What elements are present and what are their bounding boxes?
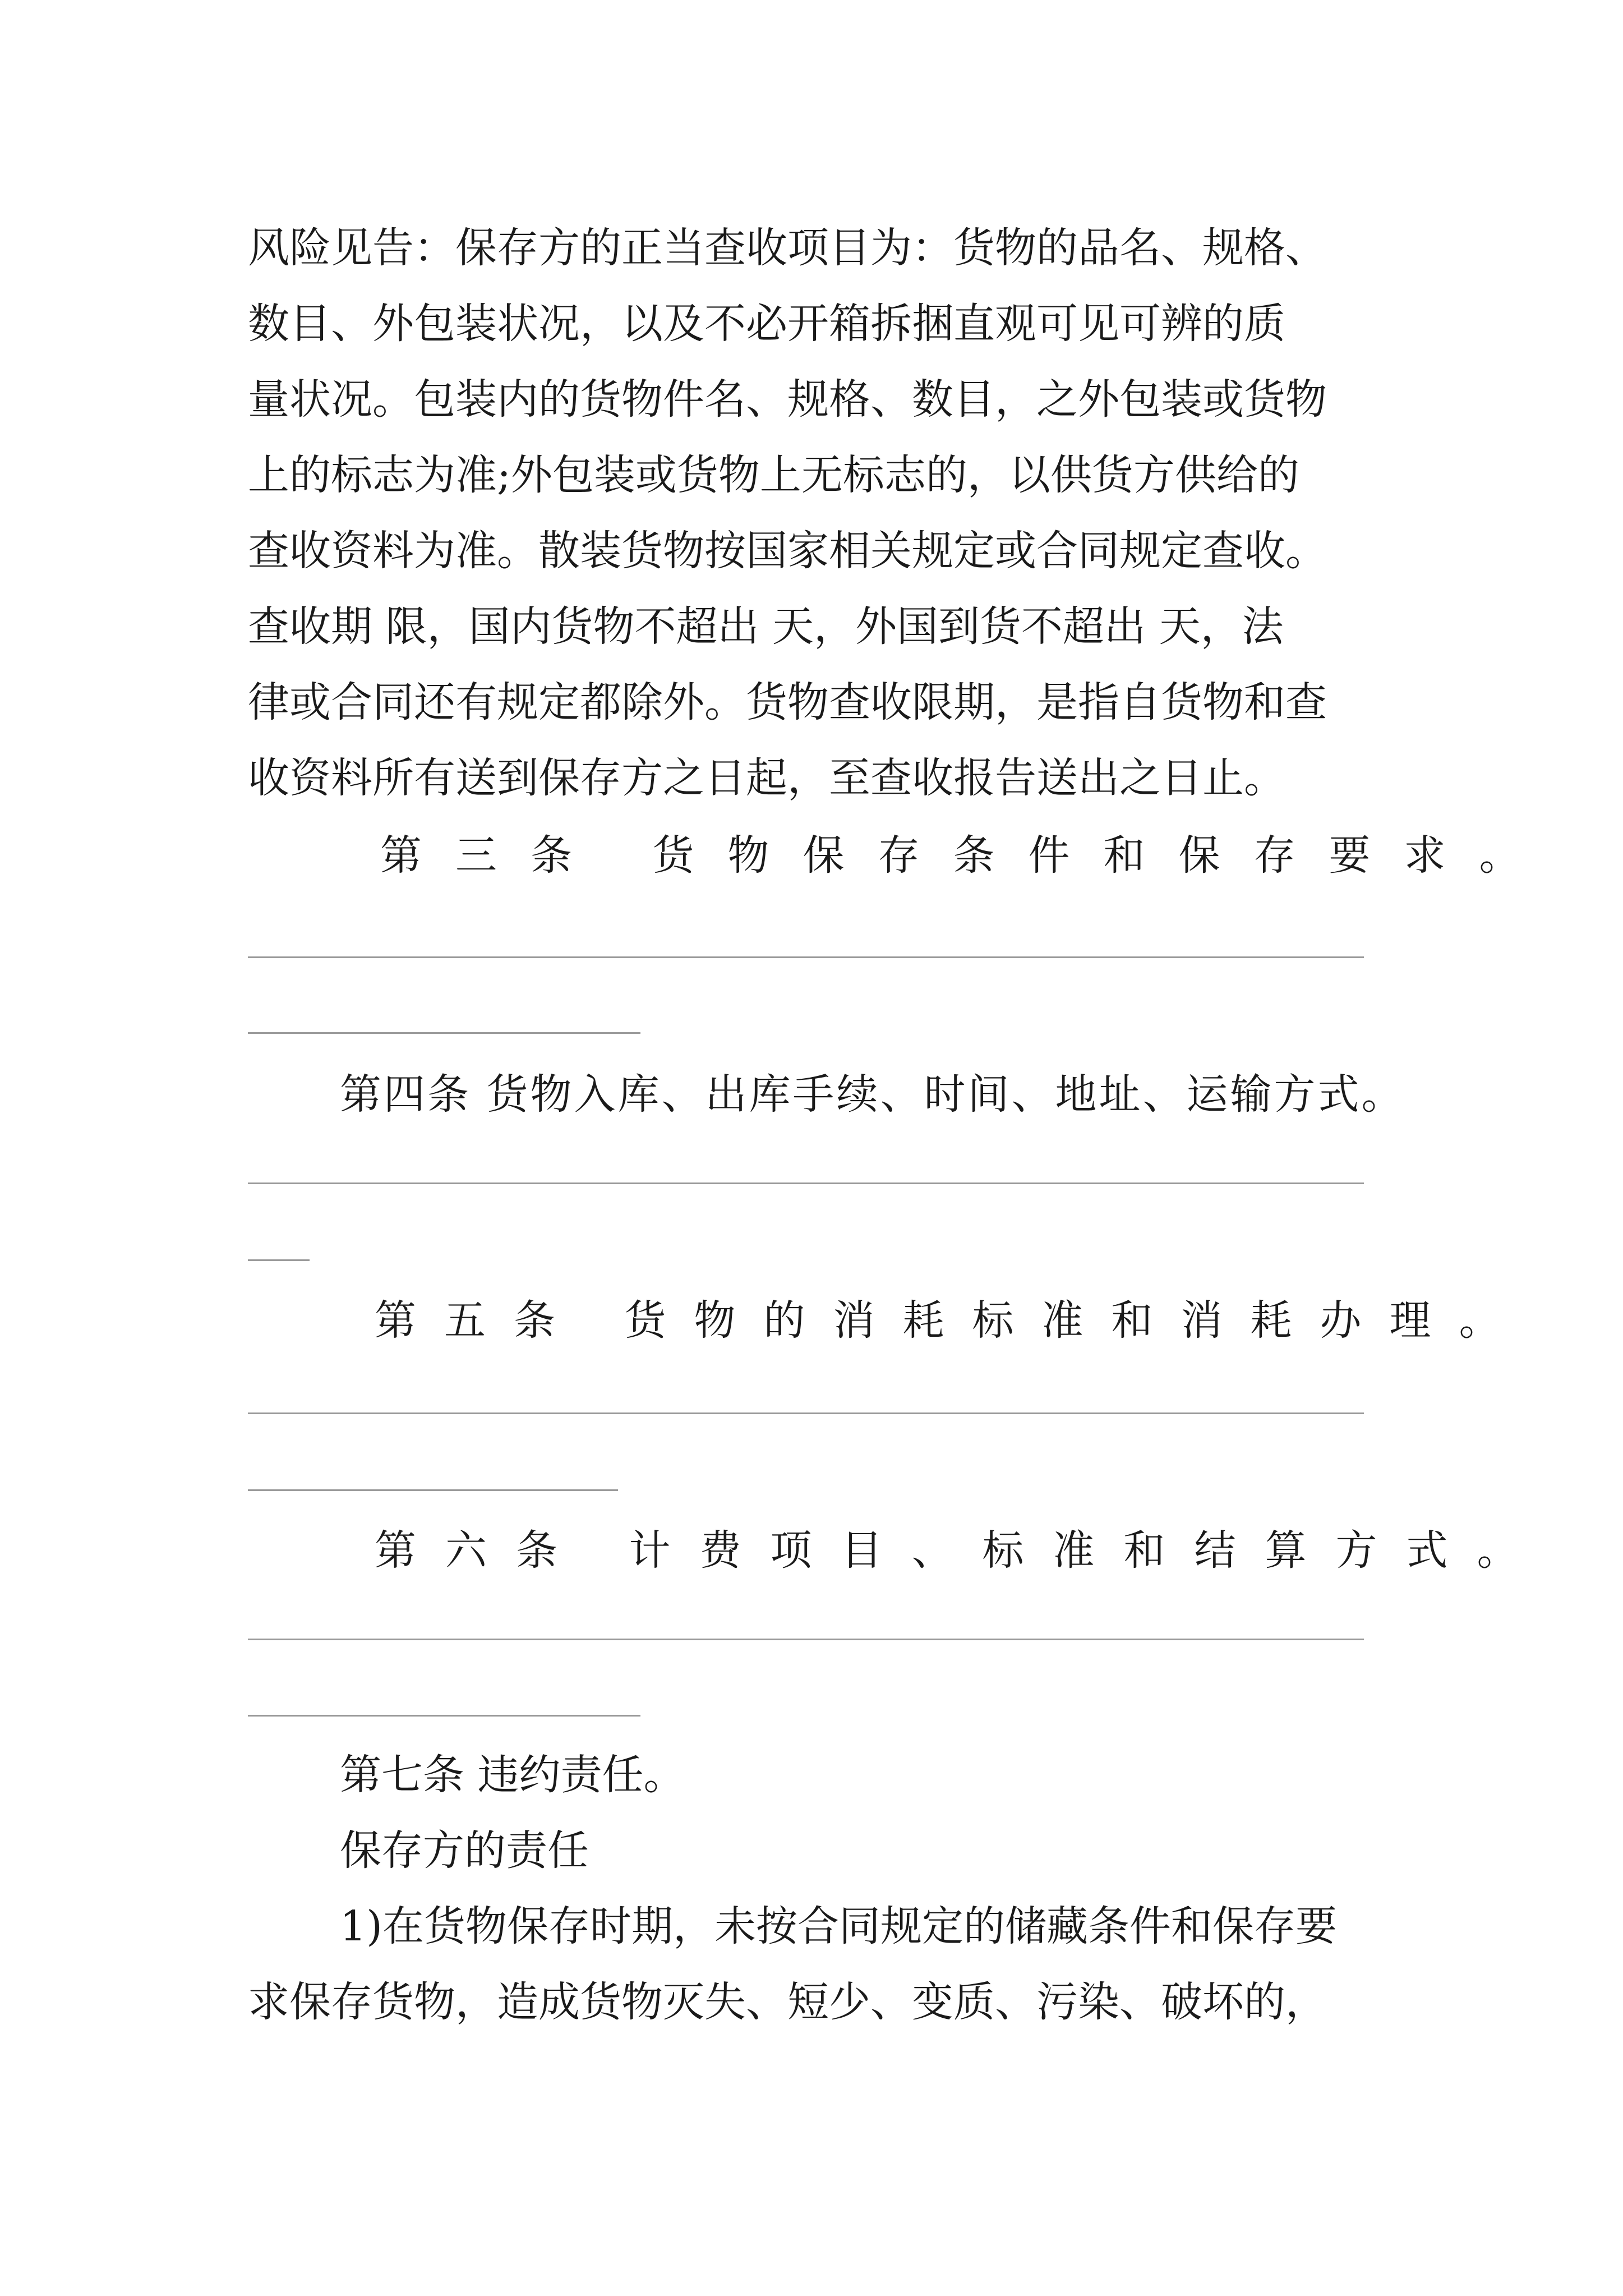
risk-paragraph-line-2: 数目、外包装状况，以及不必开箱拆捆直观可见可辨的质 <box>248 300 1285 348</box>
risk-paragraph-line-8: 收资料所有送到保存方之日起，至查收报告送出之日止。 <box>248 754 1285 802</box>
blank-line-rule <box>248 1412 1364 1414</box>
article-6-heading: 第六条 计费项目、标准和结算方式。 <box>375 1526 1548 1575</box>
article-7-heading: 第七条 违约责任。 <box>340 1751 685 1799</box>
blank-line-rule <box>248 956 1364 958</box>
item-1-line-2: 求保存货物，造成货物灭失、短少、变质、污染、破坏的， <box>248 1978 1327 2026</box>
risk-paragraph-line-5: 查收资料为准。散装货物按国家相关规定或合同规定查收。 <box>248 527 1327 575</box>
blank-line-rule <box>248 1639 1364 1640</box>
blank-line-rule <box>248 1489 618 1491</box>
depositary-duty-heading: 保存方的责任 <box>340 1826 589 1875</box>
blank-line-rule <box>248 1715 640 1717</box>
item-1-line-1: 1)在货物保存时期，未按合同规定的储藏条件和保存要 <box>340 1902 1337 1950</box>
risk-paragraph-line-3: 量状况。包装内的货物件名、规格、数目，之外包装或货物 <box>248 375 1327 424</box>
risk-paragraph-line-1: 风险见告：保存方的正当查收项目为：货物的品名、规格、 <box>248 224 1327 272</box>
article-3-heading: 第三条 货物保存条件和保存要求。 <box>380 831 1555 880</box>
blank-line-rule <box>248 1032 640 1034</box>
risk-paragraph-line-6: 查收期 限，国内货物不超出 天，外国到货不超出 天，法 <box>248 602 1284 651</box>
blank-line-rule <box>248 1259 310 1261</box>
article-5-heading: 第五条 货物的消耗标准和消耗办理。 <box>375 1296 1529 1345</box>
blank-line-rule <box>248 1182 1364 1184</box>
article-4-heading: 第四条 货物入库、出库手续、时间、地址、运输方式。 <box>340 1070 1405 1119</box>
risk-paragraph-line-7: 律或合同还有规定都除外。货物查收限期，是指自货物和查 <box>248 678 1327 726</box>
risk-paragraph-line-4: 上的标志为准;外包装或货物上无标志的，以供货方供给的 <box>248 451 1299 499</box>
